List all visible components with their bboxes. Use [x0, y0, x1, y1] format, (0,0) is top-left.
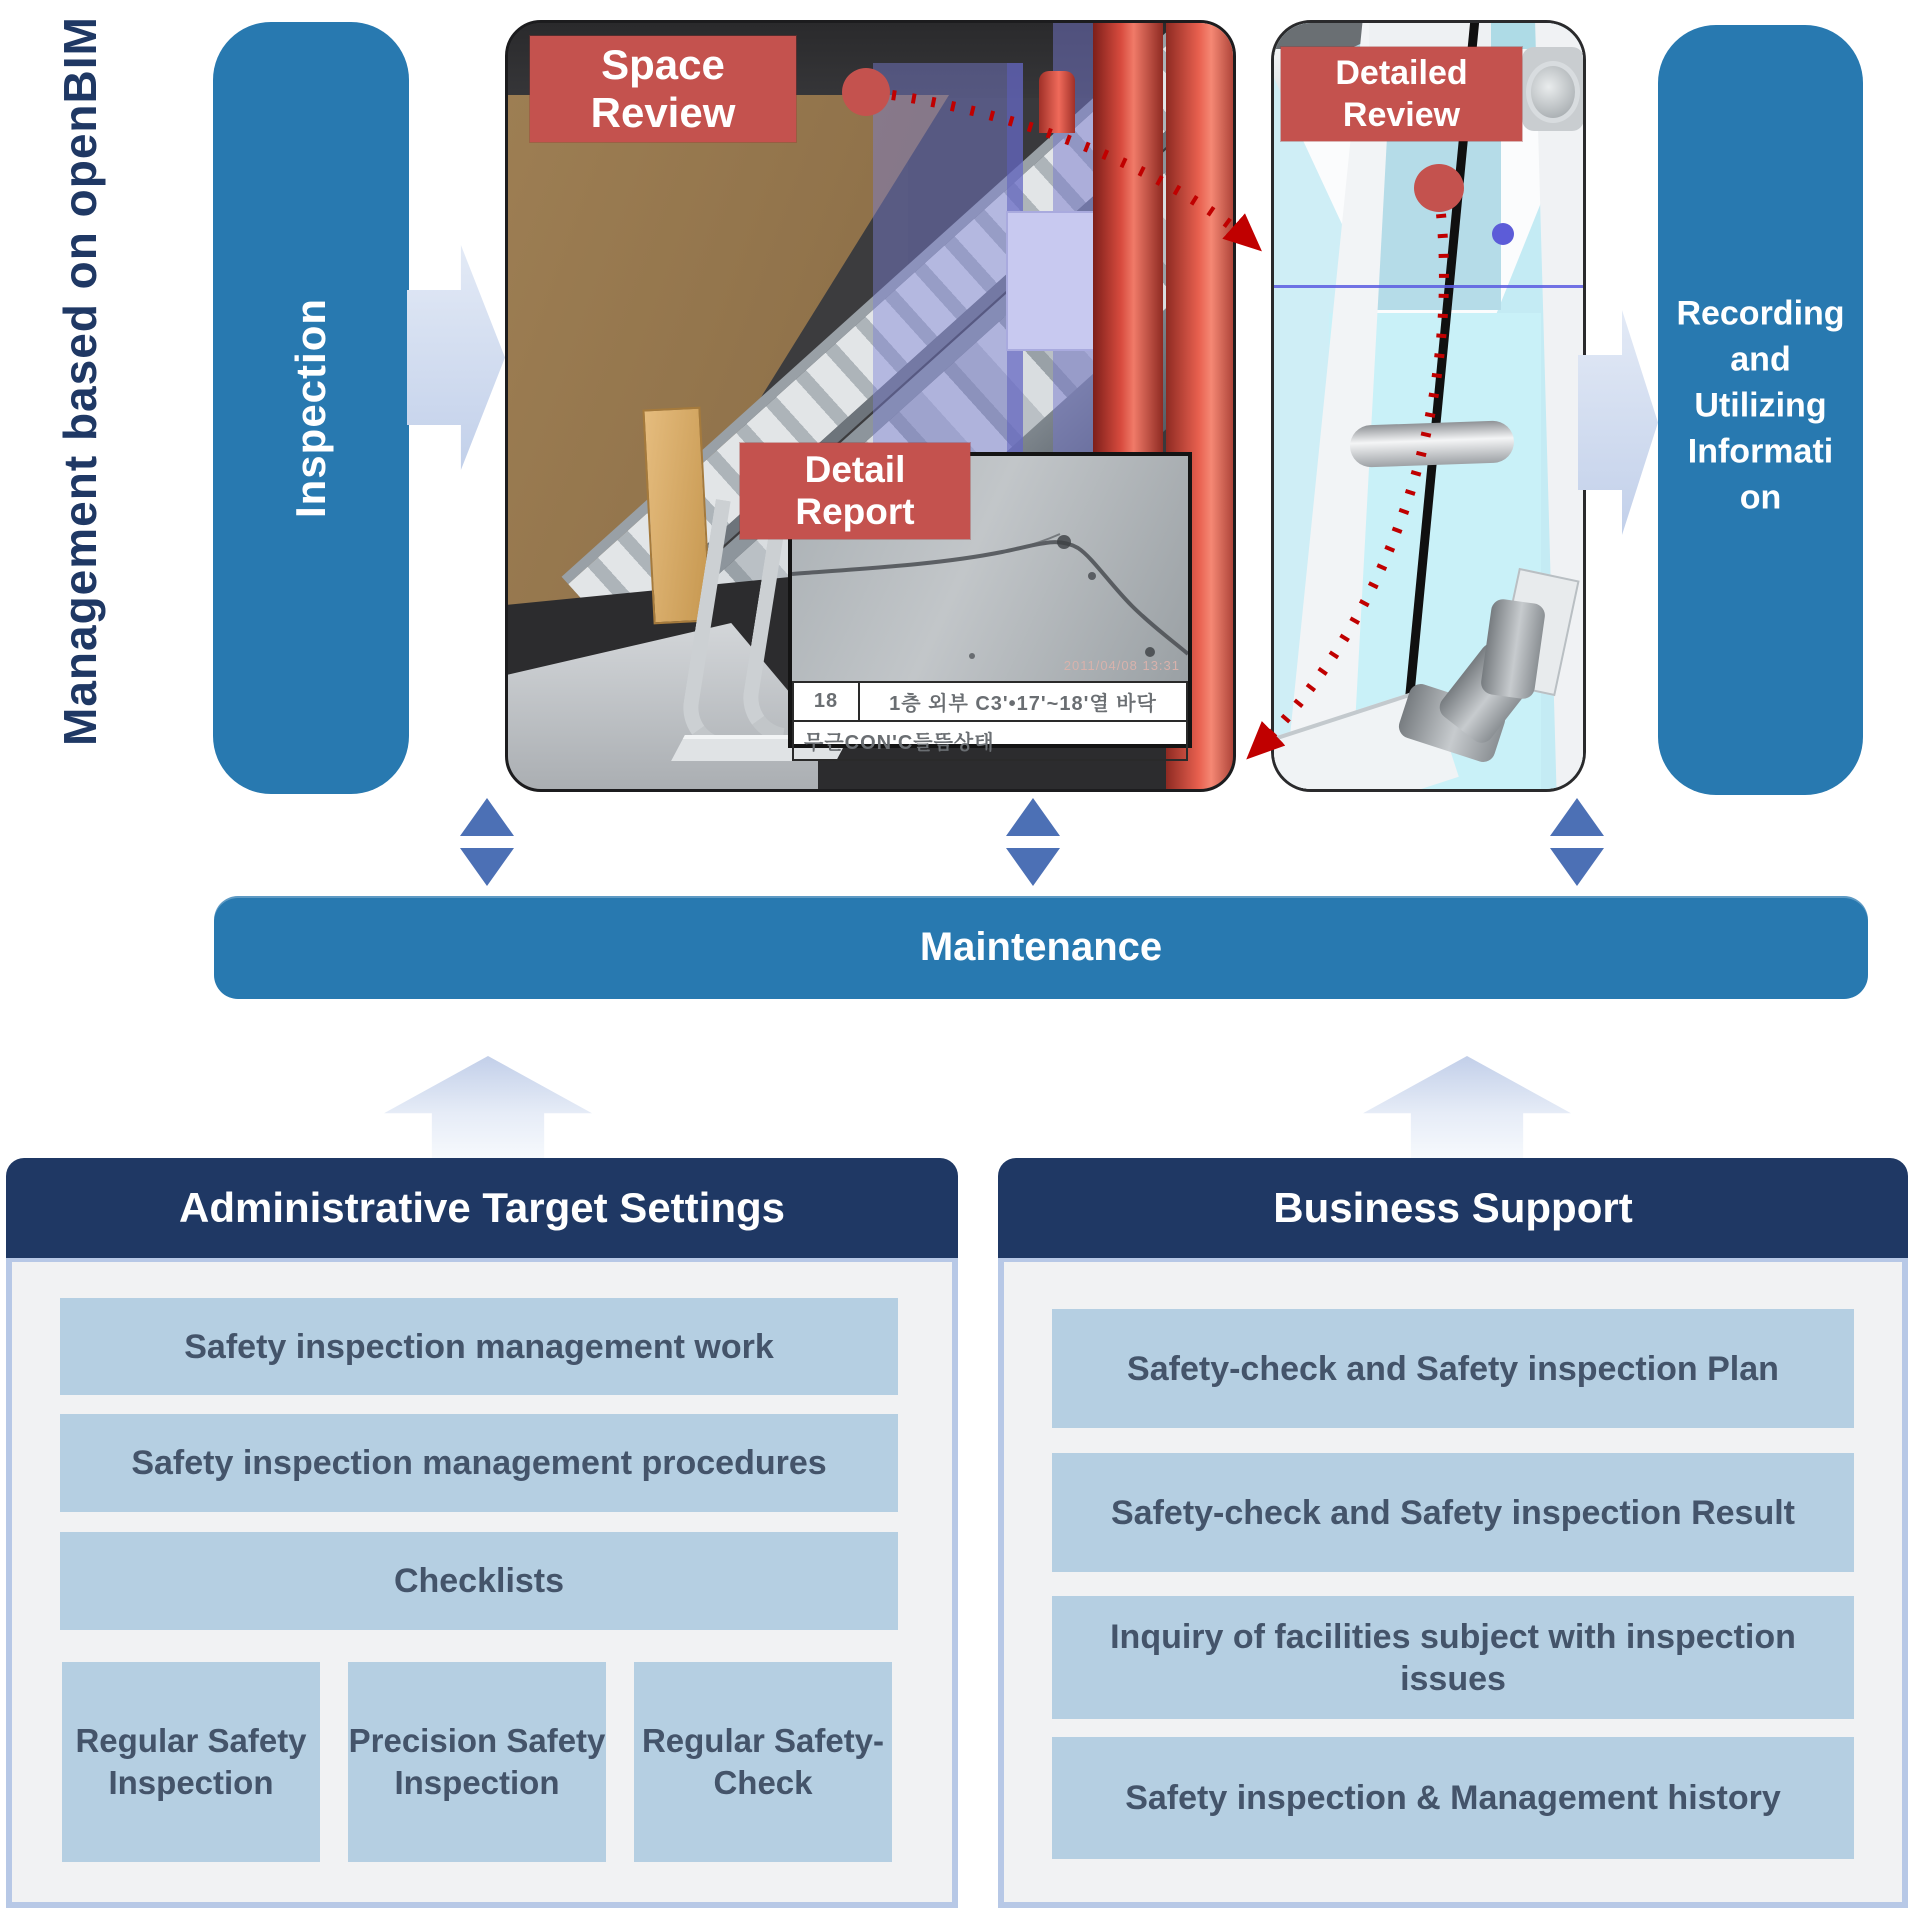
admin-item: Checklists: [60, 1532, 898, 1630]
recording-line: and: [1730, 340, 1791, 379]
report-no-cell: 18: [793, 682, 859, 721]
report-location-cell: 1층 외부 C3'•17'~18'열 바닥: [859, 682, 1187, 721]
report-table: [792, 681, 1188, 761]
admin-box: Regular Safety-Check: [634, 1662, 892, 1862]
table-row: [793, 682, 1187, 721]
admin-box: Regular Safety Inspection: [62, 1662, 320, 1862]
recording-line: Informati: [1687, 432, 1834, 471]
business-item: Safety-check and Safety inspection Plan: [1052, 1309, 1854, 1428]
double-arrow-icon: [460, 798, 514, 886]
recording-line: Recording: [1676, 294, 1845, 333]
business-panel-header: Business Support: [998, 1158, 1908, 1258]
page-title: Management based on openBIM: [54, 16, 106, 746]
right-arrow-icon: [407, 245, 505, 470]
double-arrow-icon: [1006, 798, 1060, 886]
inspection-stage: [213, 22, 409, 794]
cross-pipe: [1349, 420, 1514, 468]
right-arrow-icon: [1578, 310, 1658, 535]
business-item: Safety-check and Safety inspection Result: [1052, 1453, 1854, 1572]
recording-stage: [1658, 25, 1863, 795]
cyan-glass-mid: [1369, 118, 1501, 310]
admin-item: Safety inspection management work: [60, 1298, 898, 1395]
detailed-review-label: [1281, 47, 1522, 141]
admin-box: Precision Safety Inspection: [348, 1662, 606, 1862]
detail-report-label: Detail Report: [740, 443, 970, 539]
up-arrow-icon: [384, 1056, 592, 1160]
admin-panel-body: [6, 1258, 958, 1908]
business-item: Inquiry of facilities subject with inspection issues: [1052, 1596, 1854, 1719]
table-row: [793, 721, 1187, 760]
double-arrow-icon: [1550, 798, 1604, 886]
maintenance-stage: Maintenance: [214, 896, 1868, 999]
business-panel-body: [998, 1258, 1908, 1908]
detailed-review-line: Detailed: [1335, 54, 1468, 92]
recording-label: [1658, 290, 1863, 520]
up-arrow-icon: [1363, 1056, 1571, 1160]
inspection-label: Inspection: [287, 297, 334, 519]
level-line: [1274, 285, 1586, 288]
small-red-column: [1039, 71, 1075, 133]
pipe-fitting-top: [1522, 47, 1584, 131]
blue-marker-dot: [1492, 223, 1514, 245]
admin-item: Safety inspection management procedures: [60, 1414, 898, 1512]
report-condition-cell: 무근CON'C들뜸상태: [793, 721, 1187, 760]
recording-line: Utilizing: [1694, 386, 1827, 425]
admin-panel-header: Administrative Target Settings: [6, 1158, 958, 1258]
photo-timestamp: 2011/04/08 13:31: [1063, 658, 1180, 673]
detailed-review-line: Review: [1342, 96, 1461, 134]
recording-line: on: [1739, 478, 1782, 517]
space-review-label: Space Review: [530, 36, 796, 142]
business-item: Safety inspection & Management history: [1052, 1737, 1854, 1859]
